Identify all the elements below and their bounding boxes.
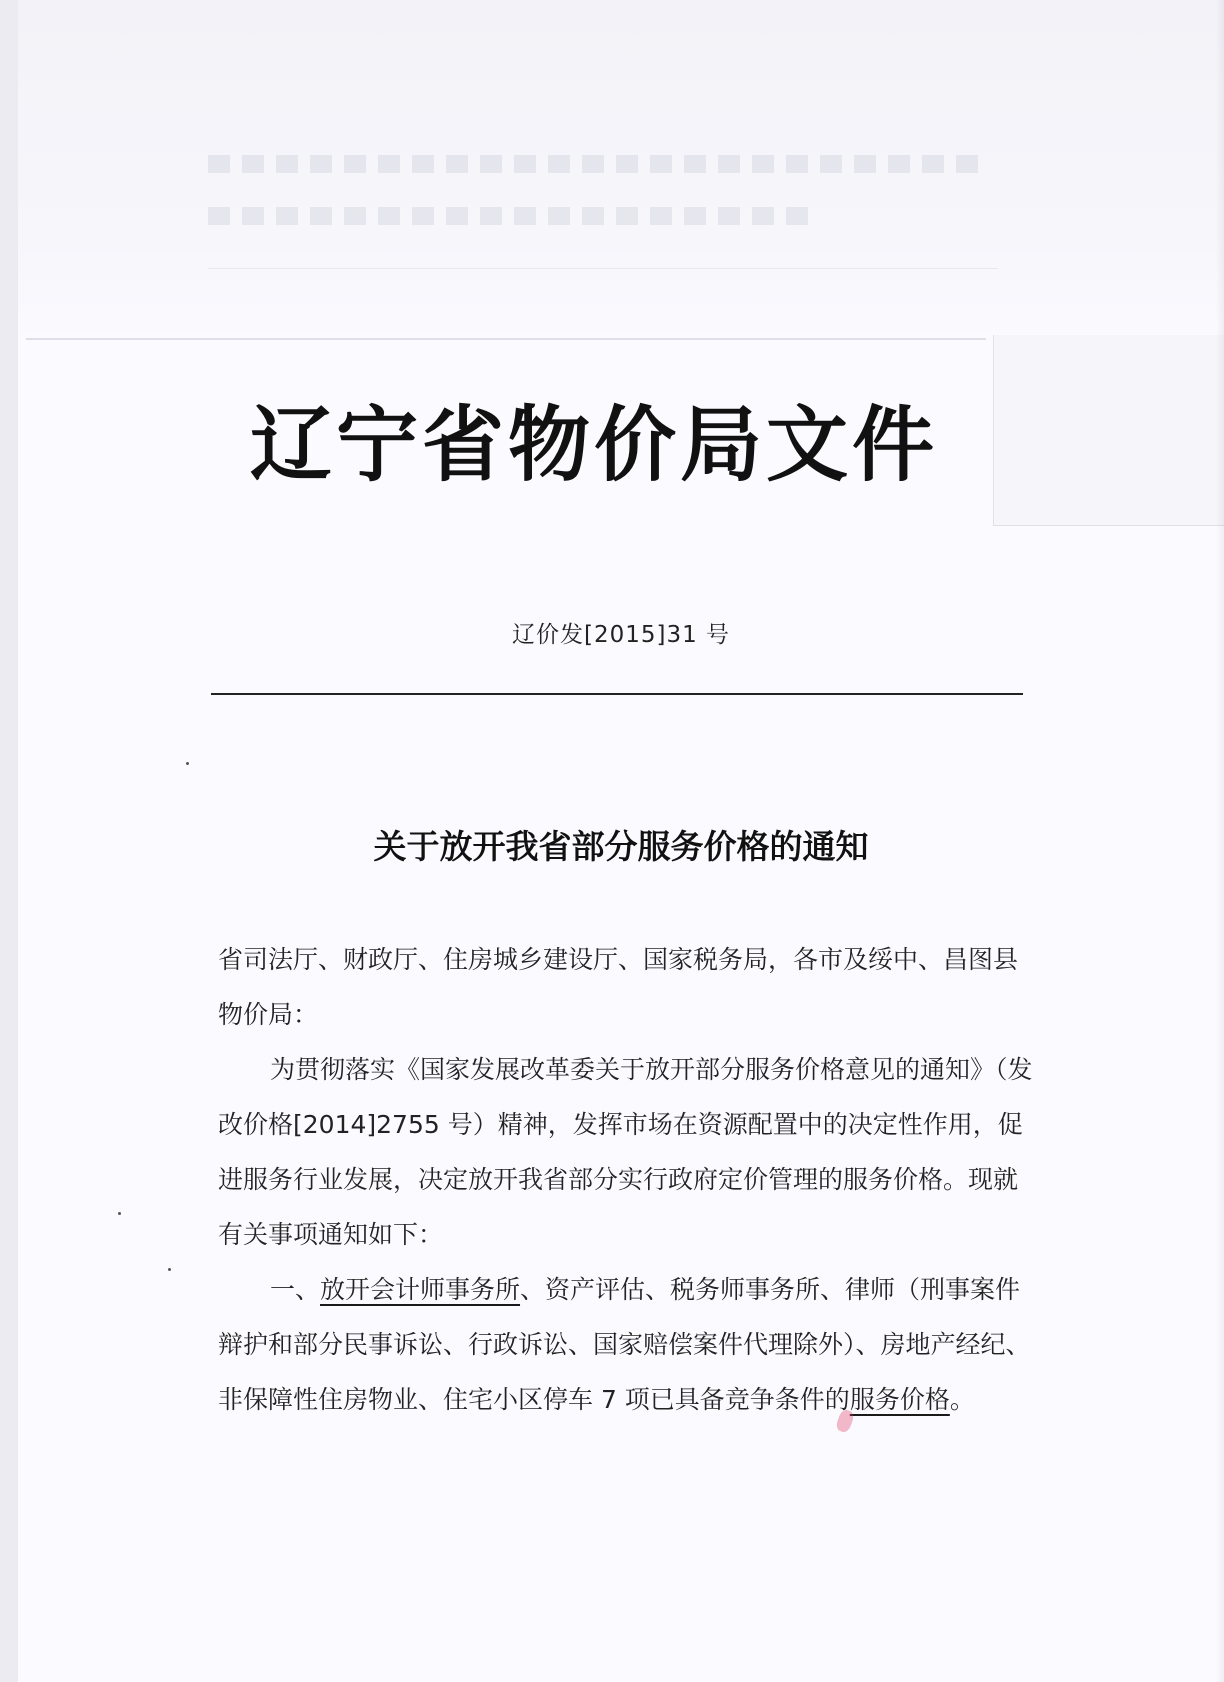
handwritten-underline-text: 服务价格 [849,1385,950,1414]
item-one-suffix: 。 [949,1385,975,1414]
bleed-through-text [208,155,988,173]
header-divider [211,693,1023,695]
scan-speck [186,762,189,765]
scan-speck [168,1268,171,1271]
intro-paragraph: 为贯彻落实《国家发展改革委关于放开部分服务价格意见的通知》（发改价格[2014]2755 号）精神，发挥市场在资源配置中的决定性作用，促进服务行业发展，决定放开我省部分实行政府定价管理的服务价格。现就有关事项通知如下： [218,1055,1033,1249]
issuing-authority-title: 辽宁省物价局文件 [250,397,939,493]
notice-body [218,932,1038,1427]
fold-edge [26,338,986,340]
item-one-prefix: 一、 [270,1275,321,1304]
document-page [18,0,1224,1682]
item-one-text: 、资产评估、税务师事务所、律师（刑事案件辩护和部分民事诉讼、行政诉讼、国家赔偿案件代理除外）、房地产经纪、非保障性住房物业、住宅小区停车 7 项已具备竞争条件的 [218,1275,1031,1414]
item-one-paragraph [218,1262,1038,1427]
bleed-through-rule [208,268,998,269]
handwritten-underline-text: 放开会计师事务所 [320,1275,521,1304]
paper-tab [993,335,1224,526]
scan-speck [118,1212,121,1215]
bleed-through-text [208,207,808,225]
notice-title: 关于放开我省部分服务价格的通知 [373,827,869,866]
recipients-paragraph: 省司法厅、财政厅、住房城乡建设厅、国家税务局，各市及绥中、昌图县物价局： [218,945,1019,1029]
document-number: 辽价发[2015]31 号 [511,622,731,648]
